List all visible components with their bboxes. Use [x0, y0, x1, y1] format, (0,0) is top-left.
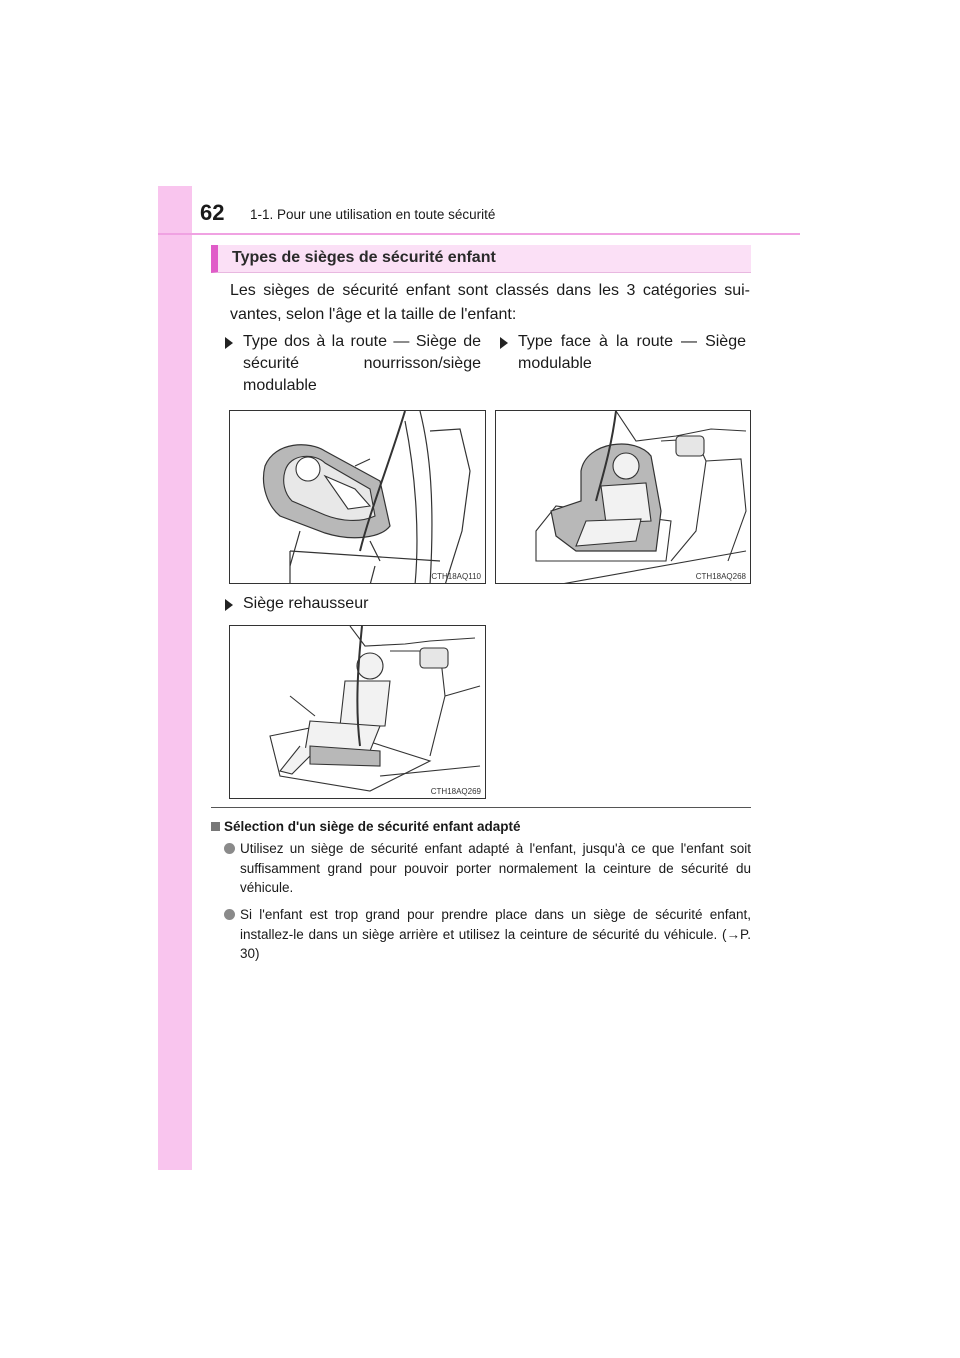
arrow-right-icon	[225, 337, 233, 349]
booster-seat-illustration	[230, 626, 486, 799]
type-booster-seat	[243, 593, 481, 615]
page-number: 62	[200, 200, 225, 225]
separator-rule	[211, 807, 751, 808]
figure-booster-seat	[229, 625, 486, 799]
type-label: Type face à la route — Siège modulable	[518, 333, 746, 372]
type-forward-facing	[518, 331, 746, 375]
forward-facing-seat-illustration	[496, 411, 751, 584]
square-bullet-icon	[211, 822, 220, 831]
header-rule	[158, 233, 800, 235]
arrow-right-icon	[225, 599, 233, 611]
section-title: Types de sièges de sécurité enfant	[232, 249, 496, 266]
bullet-text: Si l'enfant est trop grand pour prendre place dans un siège de sécurité enfant, installez-le dans un siège arrière et utilisez la ceinture de sécurité du véhicule. (→P. 30)	[240, 907, 751, 961]
type-label: Type dos à la route — Siège de sécurité nourrisson/siège modulable	[243, 333, 481, 394]
bullet-text: Utilisez un siège de sécurité enfant adapté à l'enfant, jusqu'à ce que l'enfant soit suffisamment grand pour pouvoir porter normalement la ceinture de sécurité du véhicule.	[240, 841, 751, 895]
figure-code: CTH18AQ268	[695, 572, 746, 581]
figure-rear-facing-seat	[229, 410, 486, 584]
section-heading-bar	[211, 245, 751, 273]
type-rear-facing	[243, 331, 481, 397]
selection-heading-text: Sélection d'un siège de sécurité enfant adapté	[224, 819, 521, 834]
circle-bullet-icon	[224, 909, 235, 920]
intro-line-1: Les sièges de sécurité enfant sont classés dans les 3 catégories sui-	[230, 282, 750, 299]
arrow-right-icon	[500, 337, 508, 349]
type-label: Siège rehausseur	[243, 595, 369, 612]
selection-heading	[211, 819, 521, 834]
figure-code: CTH18AQ269	[430, 787, 481, 796]
figure-code: CTH18AQ110	[431, 572, 481, 581]
circle-bullet-icon	[224, 843, 235, 854]
bullet-item	[240, 905, 751, 964]
intro-paragraph	[230, 279, 750, 327]
figure-forward-facing-seat	[495, 410, 751, 584]
rear-facing-seat-illustration	[230, 411, 486, 584]
intro-line-2: vantes, selon l'âge et la taille de l'enfant:	[230, 306, 517, 323]
bullet-item	[240, 839, 751, 898]
side-margin-band	[158, 186, 192, 1170]
chapter-title: 1-1. Pour une utilisation en toute sécurité	[250, 207, 496, 222]
